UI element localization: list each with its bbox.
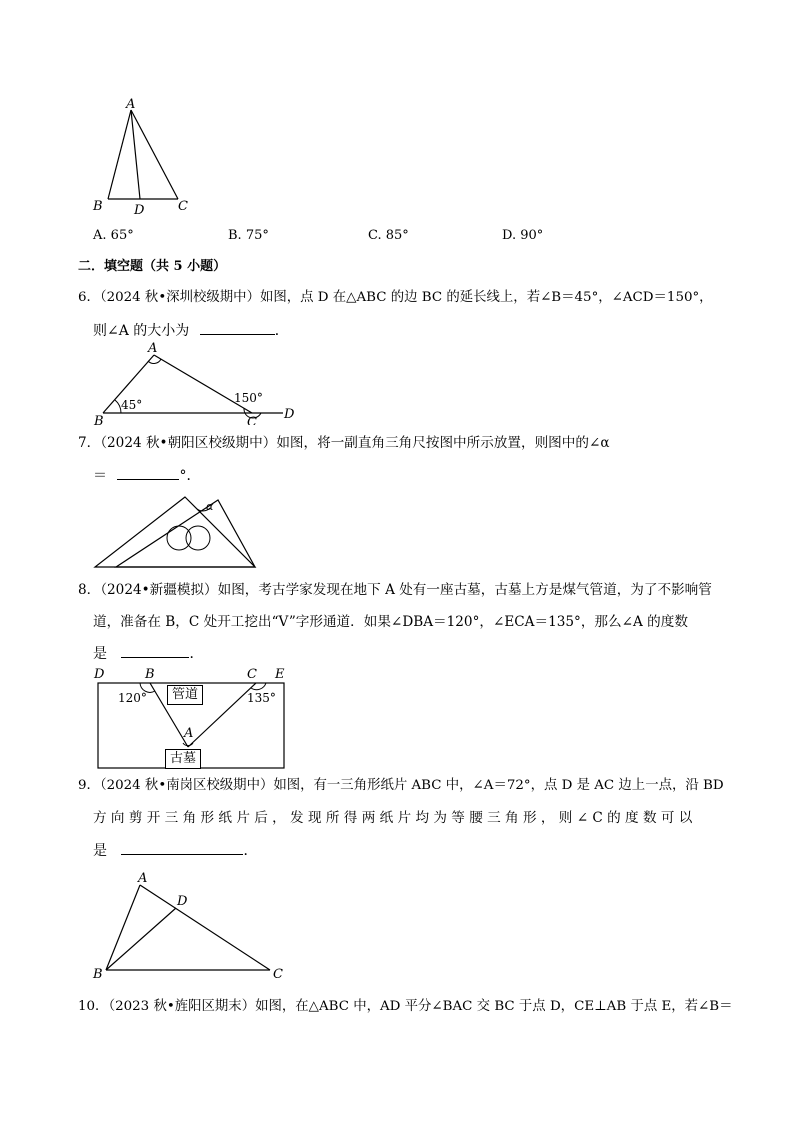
q9-period: ． bbox=[243, 843, 258, 859]
q5-option-d bbox=[502, 226, 543, 246]
q6-answer-blank bbox=[200, 320, 275, 335]
q6-period: ． bbox=[274, 323, 289, 339]
q6-label-b: B bbox=[94, 414, 104, 425]
option-letter: C. bbox=[368, 228, 382, 243]
q8-label-b: B bbox=[145, 667, 155, 682]
q8-pipe-label: 管道 bbox=[167, 685, 203, 705]
q8-text-line2: 道，准备在 B，C 处开工挖出“V”字形通道．如果∠DBA＝120°，∠ECA＝135°，那么∠A 的度数 bbox=[93, 614, 688, 630]
q8-answer-blank bbox=[121, 643, 189, 658]
q9-label-c: C bbox=[273, 967, 283, 982]
q6-text-line1: 6．（2024 秋•深圳校级期中）如图，点 D 在△ABC 的边 BC 的延长线上，若∠B＝45°，∠ACD＝150°， bbox=[78, 290, 713, 305]
q5-triangle-figure bbox=[88, 95, 198, 220]
q8-period: ． bbox=[189, 646, 204, 662]
q6-text-line2 bbox=[93, 320, 289, 341]
q6-label-a: A bbox=[148, 341, 158, 356]
q7-degree-suffix: °． bbox=[179, 468, 201, 484]
q7-answer-blank bbox=[117, 465, 179, 480]
q5-label-a: A bbox=[126, 97, 136, 112]
q8-tomb-label: 古墓 bbox=[165, 749, 201, 769]
q7-set-squares-figure bbox=[90, 492, 260, 572]
option-value: 90° bbox=[520, 228, 544, 243]
q6-label-d: D bbox=[284, 407, 295, 422]
q8-tomb-figure bbox=[90, 663, 295, 773]
q5-option-c bbox=[368, 226, 409, 246]
q8-angle-b: 120° bbox=[118, 691, 147, 705]
q8-label-c: C bbox=[247, 667, 257, 682]
q9-prompt: 是 bbox=[93, 843, 107, 859]
q9-label-a: A bbox=[138, 871, 148, 886]
option-value: 65° bbox=[110, 228, 134, 243]
q10-text-line1: 10．（2023 秋•旌阳区期末）如图，在△ABC 中，AD 平分∠BAC 交 BC 于点 D，CE⊥AB 于点 E，若∠B＝ bbox=[78, 999, 733, 1014]
q9-label-d: D bbox=[177, 894, 188, 909]
q8-text-line1: 8．（2024•新疆模拟）如图，考古学家发现在地下 A 处有一座古墓，古墓上方是煤气管道，为了不影响管 bbox=[78, 582, 712, 598]
q8-prompt: 是 bbox=[93, 646, 107, 662]
q7-text-line2 bbox=[93, 465, 200, 486]
q9-text-line2: 方 向 剪 开 三 角 形 纸 片 后 ， 发 现 所 得 两 纸 片 均 为 等 腰 三 角 形 ， 则 ∠ C 的 度 数 可 以 bbox=[93, 810, 693, 826]
q7-equals: ＝ bbox=[93, 468, 107, 484]
q9-text-line3 bbox=[93, 840, 257, 861]
option-value: 85° bbox=[385, 228, 409, 243]
q8-label-e: E bbox=[275, 667, 285, 682]
option-value: 75° bbox=[245, 228, 269, 243]
q5-label-c: C bbox=[178, 199, 188, 214]
q9-answer-blank bbox=[121, 840, 243, 855]
q6-angle-b: 45° bbox=[121, 398, 143, 412]
q5-option-b bbox=[228, 226, 269, 246]
q5-label-d: D bbox=[134, 203, 145, 218]
q5-label-b: B bbox=[93, 199, 103, 214]
option-letter: B. bbox=[228, 228, 242, 243]
q9-label-b: B bbox=[93, 967, 103, 982]
q7-alpha-label: α bbox=[206, 500, 214, 513]
q6-angle-c: 150° bbox=[234, 391, 263, 405]
section-heading: 二．填空题（共 5 小题） bbox=[78, 259, 227, 274]
option-letter: A. bbox=[93, 228, 107, 243]
q8-label-a: A bbox=[184, 726, 194, 741]
q6-triangle-figure bbox=[88, 340, 303, 425]
q6-prompt: 则∠A 的大小为 bbox=[93, 323, 190, 339]
q5-option-a bbox=[93, 226, 134, 246]
q7-text-line1: 7．（2024 秋•朝阳区校级期中）如图，将一副直角三角尺按图中所示放置，则图中的∠α bbox=[78, 435, 610, 451]
q6-label-c: C bbox=[247, 415, 257, 425]
q8-angle-c: 135° bbox=[247, 691, 276, 705]
q8-text-line3 bbox=[93, 643, 203, 664]
q8-label-d: D bbox=[94, 667, 105, 682]
option-letter: D. bbox=[502, 228, 517, 243]
q9-text-line1: 9．（2024 秋•南岗区校级期中）如图，有一三角形纸片 ABC 中，∠A＝72°，点 D 是 AC 边上一点，沿 BD bbox=[78, 778, 724, 793]
q9-triangle-figure bbox=[88, 868, 293, 983]
